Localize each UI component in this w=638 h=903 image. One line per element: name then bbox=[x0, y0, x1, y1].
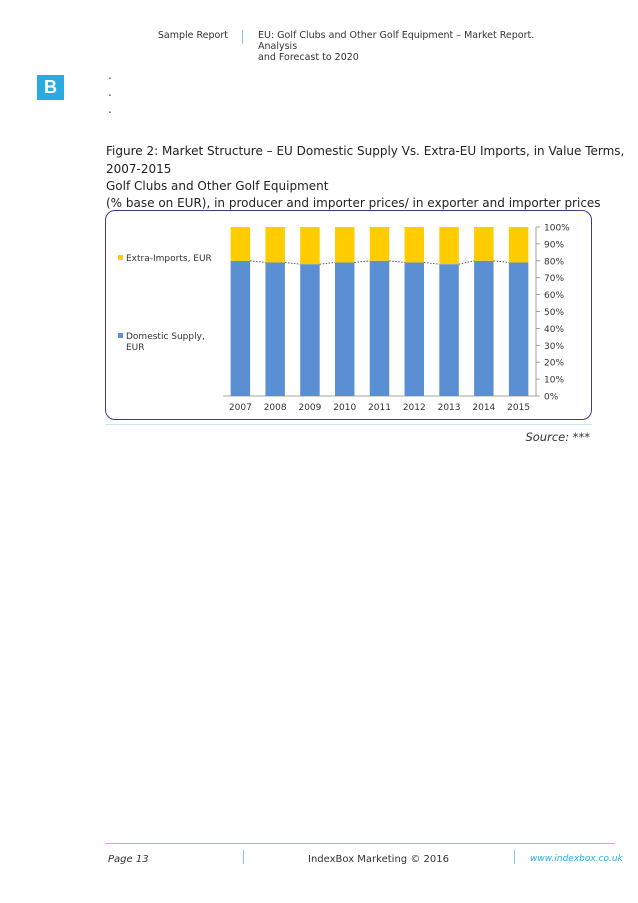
bar-domestic-supply bbox=[265, 262, 284, 396]
figure-units: (% base on EUR), in producer and importer prices/ in exporter and importer prices bbox=[106, 196, 601, 210]
header-left: Sample Report bbox=[157, 30, 228, 41]
y-tick-label: 100% bbox=[544, 223, 570, 234]
figure-title-line2: 2007-2015 bbox=[106, 162, 172, 176]
legend-label: Domestic Supply, bbox=[126, 332, 205, 342]
footer-copyright: IndexBox Marketing © 2016 bbox=[308, 854, 449, 865]
bar-extra-imports bbox=[439, 227, 458, 264]
x-tick-label: 2009 bbox=[298, 403, 322, 413]
legend-swatch bbox=[118, 255, 123, 260]
x-tick-label: 2007 bbox=[228, 403, 252, 413]
footer-separator bbox=[514, 850, 515, 864]
ellipsis-dot: . bbox=[108, 68, 112, 82]
y-tick-label: 10% bbox=[544, 375, 565, 386]
x-tick-label: 2013 bbox=[437, 403, 461, 413]
footer-url[interactable]: www.indexbox.co.uk bbox=[530, 854, 623, 864]
bar-extra-imports bbox=[300, 227, 319, 264]
bar-extra-imports bbox=[370, 227, 389, 261]
series-connector-line bbox=[494, 261, 509, 263]
header-title-line1: EU: Golf Clubs and Other Golf Equipment – Market Report. Analysis bbox=[258, 30, 535, 52]
bar-extra-imports bbox=[474, 227, 493, 261]
x-tick-label: 2015 bbox=[507, 403, 531, 413]
series-connector-line bbox=[354, 261, 369, 263]
header-title-line2: and Forecast to 2020 bbox=[258, 52, 359, 63]
y-tick-label: 90% bbox=[544, 240, 565, 251]
y-tick-label: 0% bbox=[544, 392, 559, 403]
figure-source: Source: *** bbox=[525, 430, 590, 444]
y-tick-label: 50% bbox=[544, 308, 565, 318]
series-connector-line bbox=[285, 262, 300, 264]
brand-logo: B bbox=[37, 75, 64, 100]
bar-domestic-supply bbox=[231, 261, 250, 396]
x-tick-label: 2014 bbox=[472, 403, 496, 413]
bar-domestic-supply bbox=[335, 262, 354, 396]
y-tick-label: 20% bbox=[544, 358, 565, 369]
series-connector-line bbox=[389, 261, 404, 263]
figure-title-line1: Figure 2: Market Structure – EU Domestic Supply Vs. Extra-EU Imports, in Value Terms, bbox=[106, 144, 625, 158]
bar-extra-imports bbox=[509, 227, 528, 262]
y-tick-label: 60% bbox=[544, 291, 565, 302]
header-separator bbox=[242, 30, 243, 44]
bar-extra-imports bbox=[265, 227, 284, 262]
series-connector-line bbox=[459, 261, 474, 264]
y-tick-label: 70% bbox=[544, 274, 565, 285]
footer-line bbox=[105, 843, 615, 844]
legend-label: Extra-Imports, EUR bbox=[126, 254, 212, 264]
footer-separator bbox=[243, 850, 244, 864]
stacked-bar-chart bbox=[106, 211, 592, 420]
bar-domestic-supply bbox=[439, 264, 458, 396]
header-right bbox=[258, 30, 558, 63]
x-tick-label: 2011 bbox=[368, 403, 391, 413]
legend-swatch bbox=[118, 333, 123, 338]
bar-domestic-supply bbox=[300, 264, 319, 396]
footer-page-number: Page 13 bbox=[108, 854, 149, 865]
bar-domestic-supply bbox=[370, 261, 389, 396]
bar-domestic-supply bbox=[405, 262, 424, 396]
bar-domestic-supply bbox=[509, 262, 528, 396]
bar-domestic-supply bbox=[474, 261, 493, 396]
series-connector-line bbox=[424, 262, 439, 264]
ellipsis-dot: . bbox=[108, 85, 112, 99]
y-tick-label: 80% bbox=[544, 257, 565, 268]
legend-label-continued: EUR bbox=[126, 343, 145, 353]
series-connector-line bbox=[320, 262, 335, 264]
bar-extra-imports bbox=[405, 227, 424, 262]
chart-container bbox=[105, 210, 592, 420]
x-tick-label: 2012 bbox=[402, 403, 426, 413]
y-tick-label: 30% bbox=[544, 341, 565, 352]
bar-extra-imports bbox=[231, 227, 250, 261]
figure-subtitle: Golf Clubs and Other Golf Equipment bbox=[106, 179, 329, 193]
ellipsis-dot: . bbox=[108, 102, 112, 116]
y-tick-label: 40% bbox=[544, 324, 565, 335]
series-connector-line bbox=[250, 261, 265, 263]
bar-extra-imports bbox=[335, 227, 354, 262]
x-tick-label: 2008 bbox=[263, 403, 287, 413]
x-tick-label: 2010 bbox=[333, 403, 357, 413]
chart-underline bbox=[105, 424, 592, 425]
